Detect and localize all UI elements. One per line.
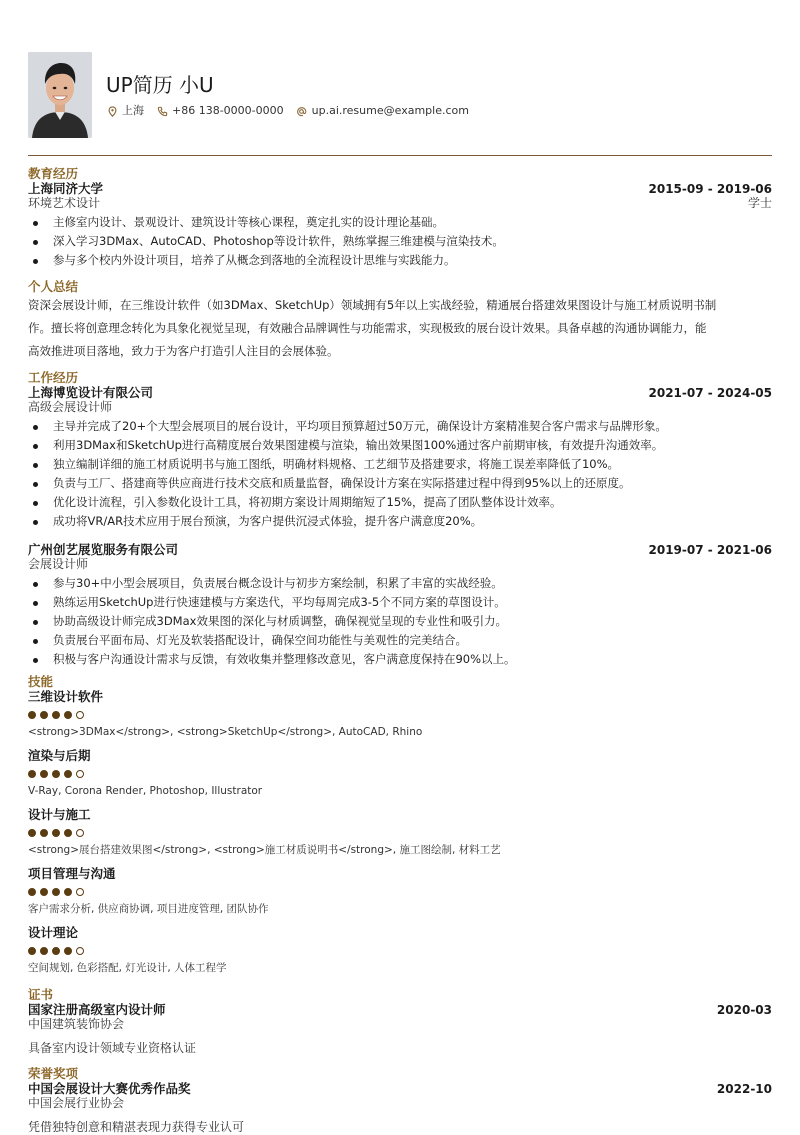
- list-item: 负责展台平面布局、灯光及软装搭配设计，确保空间功能性与美观性的完美结合。: [28, 631, 772, 650]
- rating-dot-filled: [64, 888, 72, 896]
- job-entry: [28, 542, 772, 669]
- list-item: 积极与客户沟通设计需求与反馈，有效收集并整理修改意见，客户满意度保持在90%以上。: [28, 650, 772, 669]
- rating-dot-filled: [40, 711, 48, 719]
- rating-dot-filled: [52, 829, 60, 837]
- job-role: 高级会展设计师: [28, 399, 113, 414]
- skill-item: [28, 925, 772, 984]
- degree: 学士: [747, 195, 772, 210]
- list-item: 负责与工厂、搭建商等供应商进行技术交底和质量监督，确保设计方案在实际搭建过程中得到95%以上的还原度。: [28, 474, 772, 493]
- skill-name: 设计理论: [28, 925, 79, 940]
- certificate-date: 2020-03: [716, 1003, 772, 1017]
- skill-name: 项目管理与沟通: [28, 866, 116, 881]
- skill-keywords: <strong>展台搭建效果图</strong>, <strong>施工材质说明书</strong>, 施工图绘制, 材料工艺: [28, 843, 501, 856]
- location-icon: [106, 105, 118, 117]
- email-icon: [296, 105, 308, 117]
- skill-keywords: <strong>3DMax</strong>, <strong>SketchUp</strong>, AutoCAD, Rhino: [28, 725, 423, 738]
- education-sub-row: [28, 195, 772, 211]
- list-item: 主修室内设计、景观设计、建筑设计等核心课程，奠定扎实的设计理论基础。: [28, 213, 772, 232]
- list-item: 主导并完成了20+个大型会展项目的展台设计，平均项目预算超过50万元，确保设计方案精准契合客户需求与品牌形象。: [28, 417, 772, 436]
- award-name: 中国会展设计大赛优秀作品奖: [28, 1081, 191, 1096]
- rating-dot-filled: [28, 888, 36, 896]
- summary-line: 作。擅长将创意理念转化为具象化视觉呈现，有效融合品牌调性与功能需求，实现极致的展台设计效果。具备卓越的沟通协调能力，能: [28, 321, 707, 335]
- school-name: 上海同济大学: [28, 181, 104, 196]
- rating-dot-empty: [76, 947, 84, 955]
- skills-section: [28, 675, 772, 984]
- skill-rating: [28, 888, 772, 896]
- contact-city: [106, 104, 144, 119]
- list-item: 利用3DMax和SketchUp进行高精度展台效果图建模与渲染，输出效果图100%通过客户前期审核，有效提升沟通效率。: [28, 436, 772, 455]
- skill-rating: [28, 947, 772, 955]
- skill-name: 渲染与后期: [28, 748, 91, 763]
- list-item: 协助高级设计师完成3DMax效果图的深化与材质调整，确保视觉呈现的专业性和吸引力。: [28, 612, 772, 631]
- contact-email: [296, 104, 469, 119]
- award-date: 2022-10: [716, 1082, 772, 1096]
- job-date: 2021-07 - 2024-05: [648, 386, 772, 400]
- rating-dot-filled: [52, 770, 60, 778]
- skill-item: [28, 748, 772, 807]
- awards-title: 荣誉奖项: [28, 1066, 79, 1081]
- list-item: 参与30+中小型会展项目，负责展台概念设计与初步方案绘制，积累了丰富的实战经验。: [28, 574, 772, 593]
- list-item: 独立编制详细的施工材质说明书与施工图纸，明确材料规格、工艺细节及搭建要求，将施工误差率降低了10%。: [28, 455, 772, 474]
- skills-title: 技能: [28, 674, 54, 689]
- skill-keywords: 空间规划, 色彩搭配, 灯光设计, 人体工程学: [28, 961, 227, 974]
- list-item: 优化设计流程，引入参数化设计工具，将初期方案设计周期缩短了15%，提高了团队整体设计效率。: [28, 493, 772, 512]
- city-text: 上海: [122, 104, 144, 117]
- rating-dot-filled: [40, 888, 48, 896]
- rating-dot-filled: [40, 947, 48, 955]
- avatar-portrait-icon: [28, 52, 92, 138]
- rating-dot-filled: [40, 770, 48, 778]
- contact-phone: [156, 104, 284, 119]
- job-entry: [28, 385, 772, 531]
- certificates-section: [28, 988, 772, 1056]
- job-date: 2019-07 - 2021-06: [648, 543, 772, 558]
- rating-dot-filled: [64, 947, 72, 955]
- job-bullets: [28, 574, 772, 669]
- certificate-issuer: 中国建筑装饰协会: [28, 1016, 125, 1031]
- rating-dot-filled: [64, 829, 72, 837]
- rating-dot-empty: [76, 711, 84, 719]
- skill-name: 设计与施工: [28, 807, 91, 822]
- phone-text[interactable]: +86 138-0000-0000: [172, 104, 284, 117]
- education-title: 教育经历: [28, 166, 79, 181]
- summary-text: [28, 294, 772, 363]
- skill-rating: [28, 829, 772, 837]
- rating-dot-filled: [28, 829, 36, 837]
- candidate-name: UP简历 小U: [106, 73, 214, 97]
- award-description: 凭借独特创意和精湛表现力获得专业认可: [28, 1120, 245, 1135]
- rating-dot-filled: [52, 711, 60, 719]
- certificate-name: 国家注册高级室内设计师: [28, 1002, 166, 1017]
- rating-dot-empty: [76, 829, 84, 837]
- rating-dot-filled: [52, 947, 60, 955]
- major: 环境艺术设计: [28, 195, 101, 210]
- certificates-title: 证书: [28, 987, 54, 1002]
- rating-dot-filled: [40, 829, 48, 837]
- rating-dot-empty: [76, 888, 84, 896]
- rating-dot-filled: [28, 947, 36, 955]
- list-item: 熟练运用SketchUp进行快速建模与方案迭代，平均每周完成3-5个不同方案的草图设计。: [28, 593, 772, 612]
- rating-dot-filled: [52, 888, 60, 896]
- work-section: [28, 371, 772, 669]
- resume-header: [28, 0, 772, 155]
- skill-item: [28, 689, 772, 748]
- rating-dot-filled: [28, 711, 36, 719]
- certificate-description: 具备室内设计领域专业资格认证: [28, 1041, 197, 1056]
- list-item: 成功将VR/AR技术应用于展台预演，为客户提供沉浸式体验，提升客户满意度20%。: [28, 512, 772, 531]
- email-text[interactable]: up.ai.resume@example.com: [311, 104, 469, 117]
- skill-item: [28, 807, 772, 866]
- skill-name: 三维设计软件: [28, 689, 104, 704]
- summary-title: 个人总结: [28, 279, 79, 294]
- job-role: 会展设计师: [28, 556, 89, 571]
- education-date: 2015-09 - 2019-06: [648, 182, 772, 196]
- skill-item: [28, 866, 772, 925]
- rating-dot-empty: [76, 770, 84, 778]
- skills-list: [28, 689, 772, 984]
- summary-line: 资深会展设计师，在三维设计软件（如3DMax、SketchUp）领域拥有5年以上实战经验，精通展台搭建效果图设计与施工材质说明书制: [28, 298, 717, 312]
- work-title: 工作经历: [28, 370, 79, 385]
- avatar: [28, 52, 92, 138]
- award-issuer: 中国会展行业协会: [28, 1095, 125, 1110]
- summary-section: [28, 280, 772, 363]
- list-item: 参与多个校内外设计项目，培养了从概念到落地的全流程设计思维与实践能力。: [28, 251, 772, 270]
- education-section: [28, 167, 772, 270]
- company-name: 广州创艺展览服务有限公司: [28, 542, 179, 558]
- list-item: 深入学习3DMax、AutoCAD、Photoshop等设计软件，熟练掌握三维建模与渲染技术。: [28, 232, 772, 251]
- education-bullets: [28, 213, 772, 270]
- skill-rating: [28, 770, 772, 778]
- job-bullets: [28, 417, 772, 531]
- rating-dot-filled: [64, 711, 72, 719]
- skill-rating: [28, 711, 772, 719]
- company-name: 上海博览设计有限公司: [28, 385, 154, 400]
- skill-keywords: 客户需求分析, 供应商协调, 项目进度管理, 团队协作: [28, 902, 269, 915]
- awards-section: [28, 1067, 772, 1135]
- header-divider: [28, 155, 772, 156]
- contact-info: [106, 104, 469, 119]
- skill-keywords: V-Ray, Corona Render, Photoshop, Illustrator: [28, 784, 263, 797]
- rating-dot-filled: [28, 770, 36, 778]
- summary-line: 高效推进项目落地，致力于为客户打造引人注目的会展体验。: [28, 344, 339, 358]
- phone-icon: [156, 105, 168, 117]
- rating-dot-filled: [64, 770, 72, 778]
